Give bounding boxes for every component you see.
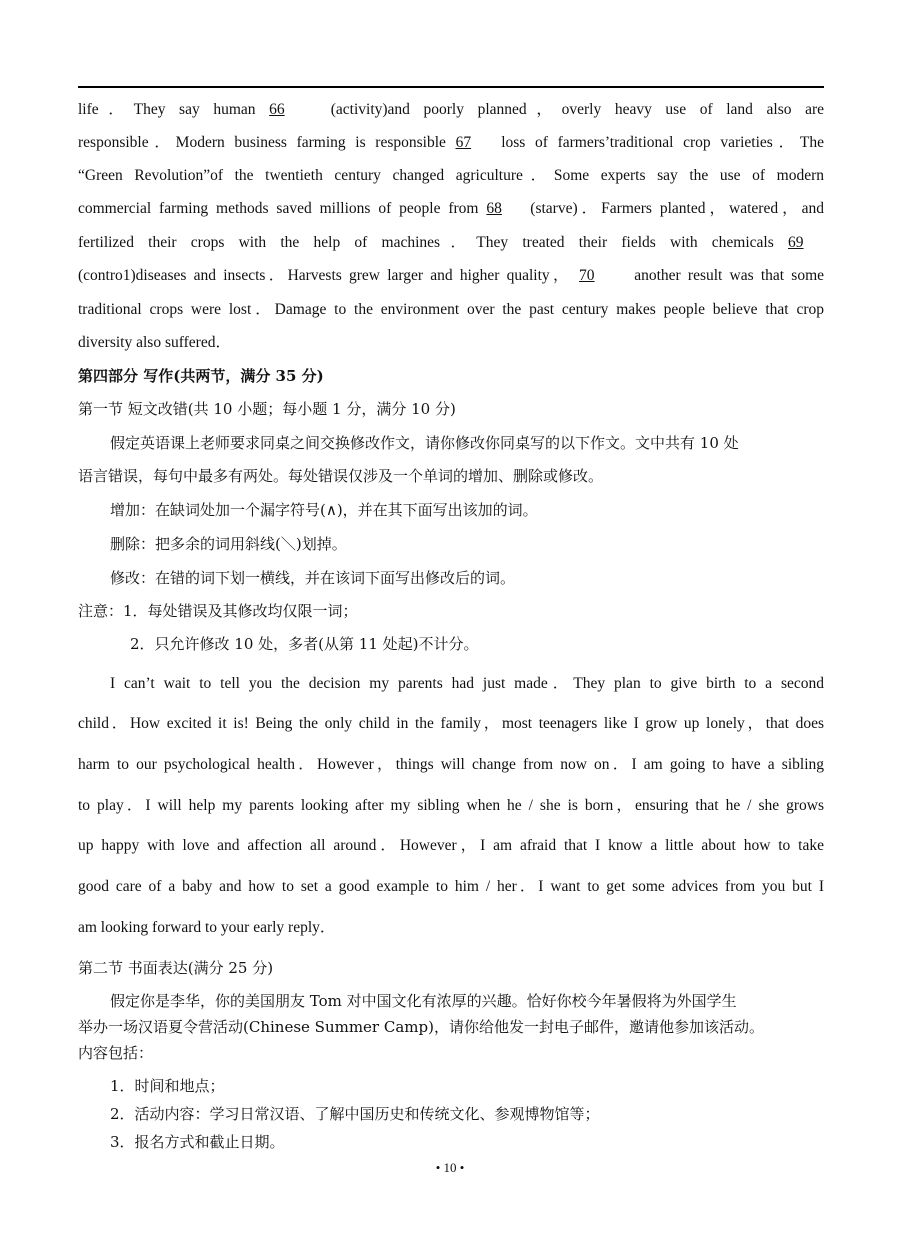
essay-line-3: harm to our psychological health．However，things will change from now on．I am going to have a sibling — [78, 756, 824, 773]
passage-line-5: fertilized their crops with the help of machines．They treated their fields with chemicals 69 — [78, 233, 824, 253]
passage-line-1: life．They say human 66 (activity)and poorly planned，overly heavy use of land also are — [78, 101, 824, 118]
top-rule — [78, 86, 824, 88]
page-number: • 10 • — [435, 1160, 465, 1175]
writing-prompt-line-2: 举办一场汉语夏令营活动(Chinese Summer Camp)，请你给他发一封电子邮件，邀请他参加该活动。 — [78, 1018, 764, 1036]
instruction-line-1: 假定英语课上老师要求同桌之间交换修改作文，请你修改你同桌写的以下作文。文中共有 10 处 — [110, 434, 739, 452]
blank-68[interactable]: 68 — [486, 200, 502, 217]
passage-line-6: (contro1)diseases and insects．Harvests grew larger and higher quality， 70 another result was that some — [78, 267, 825, 284]
blank-69[interactable]: 69 — [788, 234, 804, 251]
passage-line-8: diversity also suffered． — [78, 334, 231, 351]
note-2: 2．只允许修改 10 处，多者(从第 11 处起)不计分。 — [130, 635, 479, 653]
rule-modify: 修改：在错的词下划一横线，并在该词下面写出修改后的词。 — [110, 569, 516, 587]
writing-prompt-line-1: 假定你是李华，你的美国朋友 Tom 对中国文化有浓厚的兴趣。恰好你校今年暑假将为外国学生 — [110, 992, 737, 1010]
instruction-line-2: 语言错误，每句中最多有两处。每处错误仅涉及一个单词的增加、删除或修改。 — [78, 467, 604, 485]
note-1: 注意：1．每处错误及其修改均仅限一词； — [78, 602, 358, 620]
content-item-3: 3．报名方式和截止日期。 — [110, 1133, 285, 1151]
essay-line-7: am looking forward to your early reply． — [78, 919, 336, 936]
section1-title: 第一节 短文改错(共 10 小题；每小题 1 分，满分 10 分) — [78, 400, 456, 418]
essay-line-1: I can’t wait to tell you the decision my parents had just made．They plan to give birth to a second — [110, 675, 824, 692]
essay-line-6: good care of a baby and how to set a good example to him / her．I want to get some advices from you but I — [78, 878, 824, 895]
section4-title: 第四部分 写作(共两节，满分 35 分) — [78, 367, 324, 385]
content-item-1: 1．时间和地点； — [110, 1077, 225, 1095]
blank-66[interactable]: 66 — [269, 101, 285, 118]
passage-line-3: “Green Revolution”of the twentieth century changed agriculture．Some experts say the use of modern — [78, 167, 824, 184]
section2-title: 第二节 书面表达(满分 25 分) — [78, 959, 274, 977]
passage-line-4: commercial farming methods saved millions of people from 68 (starve)．Farmers planted，watered，and — [78, 200, 824, 217]
writing-prompt-line-3: 内容包括： — [78, 1044, 154, 1062]
essay-line-4: to play．I will help my parents looking after my sibling when he / she is born，ensuring that he / she grows — [78, 797, 824, 814]
essay-line-5: up happy with love and affection all around．However，I am afraid that I know a little about how to take — [78, 837, 824, 854]
blank-70[interactable]: 70 — [579, 267, 595, 284]
essay-line-2: child．How excited it is! Being the only child in the family，most teenagers like I grow up lonely，that does — [78, 715, 824, 732]
content-item-2: 2．活动内容：学习日常汉语、了解中国历史和传统文化、参观博物馆等； — [110, 1105, 600, 1123]
passage-line-7: traditional crops were lost．Damage to the environment over the past century makes people believe that crop — [78, 301, 824, 318]
blank-67[interactable]: 67 — [455, 134, 472, 151]
passage-line-2: responsible．Modern business farming is responsible 67 loss of farmers’traditional crop varieties．The — [78, 134, 824, 151]
rule-delete: 删除：把多余的词用斜线(＼)划掉。 — [110, 535, 347, 553]
rule-add: 增加：在缺词处加一个漏字符号(∧)，并在其下面写出该加的词。 — [110, 501, 538, 519]
